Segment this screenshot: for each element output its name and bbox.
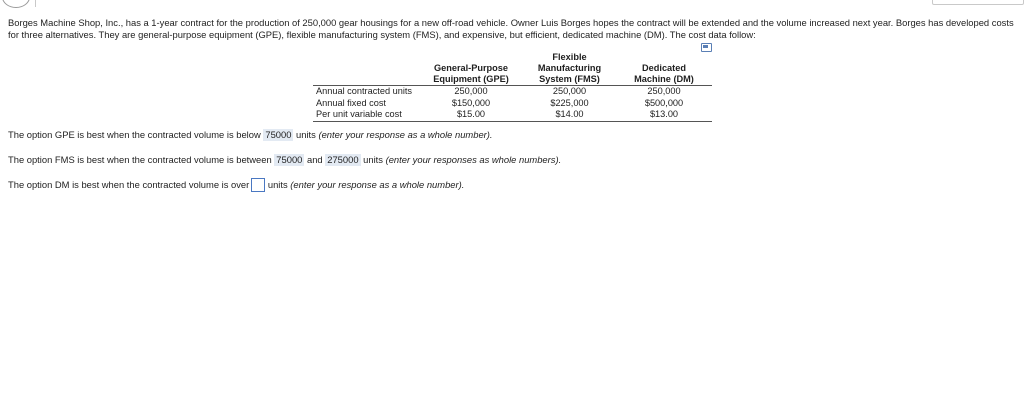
column-header-fms: Flexible Manufacturing System (FMS): [537, 52, 602, 84]
top-toolbar: [0, 0, 1024, 8]
units-label: units: [267, 179, 288, 190]
table-cell: $14.00: [555, 109, 584, 119]
table-corner: [313, 52, 419, 86]
row-label: Per unit variable cost: [316, 109, 402, 119]
gpe-prompt: The option GPE is best when the contracted volume is below: [8, 129, 261, 140]
table-header-row: [313, 52, 712, 86]
table-cell: 250,000: [552, 86, 587, 96]
table-cell: $225,000: [550, 97, 589, 108]
units-label: units: [363, 154, 383, 165]
table-cell: $150,000: [451, 97, 491, 108]
table-cell: $500,000: [644, 97, 684, 108]
toolbar-button[interactable]: [932, 0, 1024, 5]
dm-answer-row: [8, 178, 464, 192]
table-cell: 250,000: [454, 86, 488, 96]
fms-answer-row: [8, 153, 561, 167]
table-row: [313, 86, 712, 98]
row-label: Annual fixed cost: [316, 97, 386, 108]
fms-upper-answer[interactable]: 275000: [327, 154, 359, 165]
fms-prompt: The option FMS is best when the contracted volume is between: [8, 154, 272, 165]
gpe-answer-row: [8, 128, 493, 142]
table-cell: 250,000: [647, 86, 681, 96]
and-label: and: [306, 154, 323, 165]
problem-statement: Borges Machine Shop, Inc., has a 1-year contract for the production of 250,000 gear housings for a new off-road vehicle. Owner Luis Borges hopes the contract will be extended and the volume increased next year. Borges has developed costs for three alternatives. They are general-purpose equipment (GPE), flexible manufacturing system (FMS), and expensive, but efficient, dedicated machine (DM). The cost data follow:: [8, 17, 1014, 40]
table-cell: $13.00: [649, 109, 679, 119]
row-label: Annual contracted units: [316, 86, 413, 96]
dm-volume-input[interactable]: [251, 178, 265, 192]
gpe-volume-answer[interactable]: 75000: [265, 129, 292, 140]
table-cell: $15.00: [456, 109, 486, 119]
dm-prompt: The option DM is best when the contracted volume is over: [8, 179, 250, 190]
fms-hint: (enter your responses as whole numbers).: [385, 154, 562, 165]
units-label: units: [296, 129, 316, 140]
table-row: [313, 109, 712, 121]
toolbar-divider: [35, 0, 36, 7]
table-row: [313, 98, 712, 110]
fms-lower-answer[interactable]: 75000: [276, 154, 303, 165]
cost-data-table: [313, 52, 712, 122]
column-header-dm: Dedicated Machine (DM): [634, 63, 694, 84]
dm-hint: (enter your response as a whole number).: [290, 179, 465, 190]
logo-icon: [2, 0, 30, 8]
column-header-gpe: General-Purpose Equipment (GPE): [433, 63, 509, 84]
gpe-hint: (enter your response as a whole number).: [318, 129, 493, 140]
copy-to-clipboard-icon[interactable]: [701, 43, 712, 52]
